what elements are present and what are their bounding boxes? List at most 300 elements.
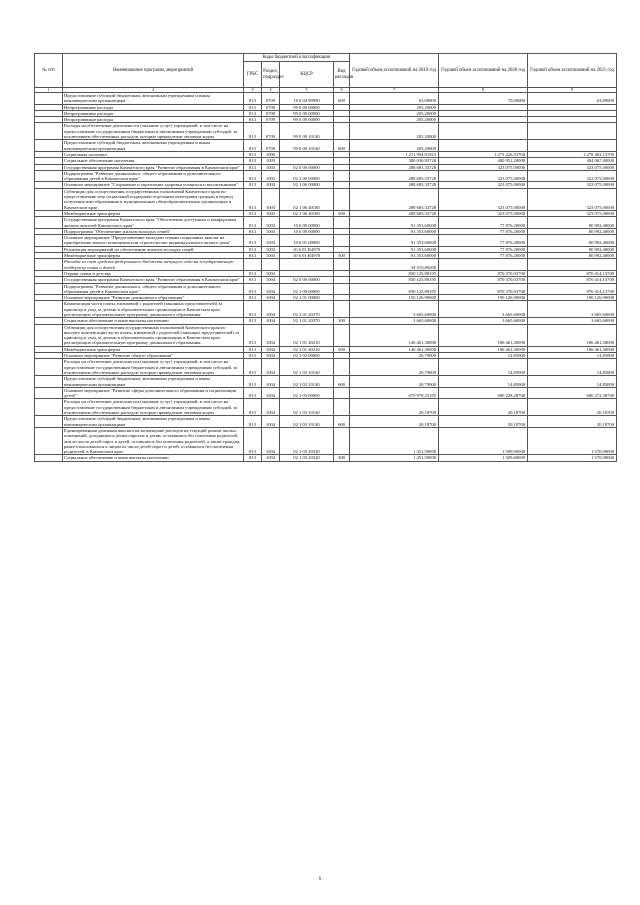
vr-cell: 600 <box>334 376 350 388</box>
grbs-cell: 813 <box>244 427 262 454</box>
name-cell: Единовременная денежная выплата на возмещение расходов на текущий ремонт жилых помещений, доходящихся детям-сиротам и детям, оставшимся без попечения родителей, лиц из числа детей-сирот и детей, оставшихся без попечения родителей, а также граждан, ранее относившихся к лицам из числа детей-сирот и детей, оставшихся без попечения родителей, в Камчатском крае <box>63 427 244 454</box>
razdel-cell: 1003 <box>262 188 280 210</box>
amount-2021-cell: 80 992,40000 <box>528 217 617 229</box>
amount-2020-cell: 14,85000 <box>439 359 528 376</box>
header-csr: КЦСР <box>280 62 334 88</box>
grbs-cell: 813 <box>244 235 262 247</box>
name-cell: Расходы на обеспечение деятельности (оказание услуг) учреждений, в том числе на предоставление государственным бюджетным и автономным учреждениям субсидий, за исключением обеспеченных расходов, которые принадлежат типовым кодам <box>63 123 244 140</box>
amount-2020-cell: 323 075,00000 <box>439 164 528 170</box>
num-cell <box>35 259 63 271</box>
vr-cell <box>334 387 350 399</box>
amount-2020-cell <box>439 140 528 152</box>
table-row <box>35 170 617 182</box>
name-cell: Основное мероприятие "Сохранение и укрепление здоровья учащихся и воспитанников" <box>63 182 244 188</box>
table-row <box>35 235 617 247</box>
name-cell: Подпрограмма "Развитие дошкольного, общего образования и дополнительного образования детей в Камчатском крае" <box>63 170 244 182</box>
num-cell <box>35 93 63 105</box>
amount-2019-cell: 830 125,88195 <box>350 283 439 295</box>
vr-cell: 600 <box>334 416 350 428</box>
amount-2021-cell: 80 992,40000 <box>528 228 617 234</box>
csr-cell: 02 1 02 00000 <box>280 353 334 359</box>
razdel-cell: 1004 <box>262 318 280 324</box>
csr-cell: 02 0 00 00000 <box>280 164 334 170</box>
razdel-cell: 1004 <box>262 270 280 276</box>
amount-2020-cell: 870 370,03700 <box>439 270 528 276</box>
amount-2021-cell: 323 075,00000 <box>528 170 617 182</box>
grbs-cell: 813 <box>244 123 262 140</box>
amount-2020-cell: 400 951,20000 <box>439 158 528 164</box>
csr-cell: 02 0 00 00000 <box>280 277 334 283</box>
name-cell: Предоставление субсидий бюджетным, автономным учреждениям и иным некоммерческим организациям <box>63 416 244 428</box>
name-cell: Субвенции для осуществления государственных полномочий Камчатского края по выплате компенсации части платы, взимаемой с родителей (законных представителей) за присмотр и уход за детьми в образовательных организациях в Камчатском крае, реализующих образовательную программу дошкольного образования <box>63 324 244 346</box>
grbs-cell <box>244 259 262 271</box>
razdel-cell: 1003 <box>262 253 280 259</box>
amount-2021-cell: 186 461,30000 <box>528 324 617 346</box>
vr-cell <box>334 283 350 295</box>
amount-2020-cell: 1 509,60000 <box>439 455 528 461</box>
vr-cell: 300 <box>334 318 350 324</box>
amount-2021-cell: 870 414,13700 <box>528 283 617 295</box>
csr-cell: 99 0 00 00000 <box>280 117 334 123</box>
amount-2021-cell: 20,18700 <box>528 399 617 416</box>
csr-cell: 02 1 00 00000 <box>280 283 334 295</box>
grbs-cell: 813 <box>244 318 262 324</box>
budget-table <box>34 53 617 462</box>
page-number: 6 <box>318 877 322 882</box>
amount-2020-cell: 77 876,20000 <box>439 217 528 229</box>
amount-2019-cell: 288 683,33728 <box>350 164 439 170</box>
num-cell <box>35 399 63 416</box>
grbs-cell: 813 <box>244 277 262 283</box>
amount-2019-cell: 146 461,30000 <box>350 346 439 352</box>
amount-2019-cell: 20,79000 <box>350 359 439 376</box>
amount-2020-cell: 1 509,60000 <box>439 427 528 454</box>
amount-2021-cell: 186 461,30000 <box>528 346 617 352</box>
index-cell: 6 <box>334 88 350 93</box>
index-cell: 2 <box>63 88 244 93</box>
csr-cell <box>280 259 334 271</box>
table-row <box>35 387 617 399</box>
table-row <box>35 259 617 271</box>
csr-cell: 02 1 06 00000 <box>280 182 334 188</box>
razdel-cell: 1004 <box>262 359 280 376</box>
razdel-cell: 1004 <box>262 283 280 295</box>
csr-cell: 02 1 01 40210 <box>280 324 334 346</box>
razdel-cell: 0709 <box>262 104 280 110</box>
csr-cell: 16 6 04 99990 <box>280 93 334 105</box>
num-cell <box>35 170 63 182</box>
name-cell: Предоставление субсидий бюджетным, автономным учреждениям и иным некоммерческим организациям <box>63 140 244 152</box>
amount-2021-cell: 1 278 463,13700 <box>528 151 617 157</box>
index-cell: 3 <box>244 88 262 93</box>
razdel-cell: 1004 <box>262 387 280 399</box>
amount-2020-cell: 870 370,03700 <box>439 283 528 295</box>
header-2020: Годовой объем ассигнований на 2020 год <box>439 54 528 88</box>
vr-cell: 500 <box>334 210 350 216</box>
grbs-cell: 813 <box>244 399 262 416</box>
razdel-cell: 1003 <box>262 164 280 170</box>
amount-2019-cell: 20,18700 <box>350 416 439 428</box>
vr-cell: 600 <box>334 93 350 105</box>
grbs-cell: 813 <box>244 188 262 210</box>
grbs-cell: 813 <box>244 283 262 295</box>
csr-cell: 99 0 00 00000 <box>280 104 334 110</box>
amount-2020-cell: 70,00000 <box>439 93 528 105</box>
amount-2019-cell: 288 683,33728 <box>350 210 439 216</box>
index-cell: 4 <box>262 88 280 93</box>
name-cell: Подпрограмма "Обеспечение жильем молодых семей" <box>63 228 244 234</box>
table-row <box>35 93 617 105</box>
num-cell <box>35 301 63 318</box>
razdel-cell: 0709 <box>262 93 280 105</box>
vr-cell: 500 <box>334 346 350 352</box>
amount-2021-cell <box>528 123 617 140</box>
vr-cell <box>334 427 350 454</box>
vr-cell: 600 <box>334 140 350 152</box>
razdel-cell: 0709 <box>262 123 280 140</box>
razdel-cell: 1004 <box>262 301 280 318</box>
name-cell: Расходы на обеспечение деятельности (оказание услуг) учреждений, в том числе на предоставление государственным бюджетным и автономным учреждениям субсидий, за исключением обеспеченных расходов, которые принадлежат типовым кодам <box>63 399 244 416</box>
amount-2021-cell <box>528 140 617 152</box>
table-row <box>35 455 617 461</box>
razdel-cell: 1003 <box>262 182 280 188</box>
grbs-cell: 813 <box>244 246 262 252</box>
amount-2021-cell: 323 075,00000 <box>528 188 617 210</box>
header-razdel: Раздел, подраздел <box>262 62 280 88</box>
amount-2019-cell: 288 683,33728 <box>350 170 439 182</box>
amount-2021-cell: 3 665,60000 <box>528 318 617 324</box>
amount-2021-cell: 80 992,40000 <box>528 246 617 252</box>
amount-2019-cell: 146 461,30000 <box>350 324 439 346</box>
header-2021: Годовой объем ассигнований на 2021 год <box>528 54 617 88</box>
razdel-cell: 1004 <box>262 376 280 388</box>
amount-2020-cell: 323 075,00000 <box>439 210 528 216</box>
csr-cell: 99 0 00 10140 <box>280 123 334 140</box>
name-cell: Государственная программа Камчатского края "Развитие образования в Камчатском крае" <box>63 277 244 283</box>
csr-cell: 02 1 02 10140 <box>280 359 334 376</box>
amount-2020-cell: 680 228,28700 <box>439 387 528 399</box>
grbs-cell: 813 <box>244 164 262 170</box>
num-cell <box>35 140 63 152</box>
csr-cell: 10 6 01 R4970 <box>280 246 334 252</box>
razdel-cell: 1003 <box>262 210 280 216</box>
amount-2021-cell: 20,18700 <box>528 416 617 428</box>
amount-2021-cell: 680 272,38700 <box>528 387 617 399</box>
grbs-cell: 813 <box>244 210 262 216</box>
amount-2020-cell: 323 075,00000 <box>439 188 528 210</box>
num-cell <box>35 376 63 388</box>
amount-2019-cell: 679 978,25195 <box>350 387 439 399</box>
csr-cell: 10 0 00 00000 <box>280 217 334 229</box>
amount-2019-cell: 54 510,80000 <box>350 259 439 271</box>
razdel-cell: 0709 <box>262 110 280 116</box>
num-cell <box>35 427 63 454</box>
amount-2020-cell: 3 665,60000 <box>439 318 528 324</box>
header-2019: Годовой объем ассигнований на 2019 год <box>350 54 439 88</box>
amount-2019-cell: 63,00000 <box>350 93 439 105</box>
grbs-cell: 813 <box>244 270 262 276</box>
amount-2019-cell: 91 353,60000 <box>350 235 439 247</box>
grbs-cell: 813 <box>244 295 262 301</box>
name-cell: Социальное обеспечение населения <box>63 158 244 164</box>
csr-cell: 02 1 01 40210 <box>280 346 334 352</box>
budget-table-page <box>34 53 616 462</box>
amount-2019-cell: 91 353,60000 <box>350 253 439 259</box>
amount-2020-cell <box>439 123 528 140</box>
csr-cell: 02 1 06 40180 <box>280 188 334 210</box>
csr-cell: 10 6 01 00000 <box>280 235 334 247</box>
table-row <box>35 416 617 428</box>
razdel-cell: 1004 <box>262 353 280 359</box>
vr-cell <box>334 259 350 271</box>
num-cell <box>35 387 63 399</box>
amount-2021-cell: 14,85000 <box>528 359 617 376</box>
amount-2021-cell: 80 992,40000 <box>528 235 617 247</box>
amount-2019-cell: 3 665,60000 <box>350 301 439 318</box>
table-row <box>35 301 617 318</box>
vr-cell <box>334 324 350 346</box>
csr-cell: 02 1 03 10140 <box>280 399 334 416</box>
razdel-cell: 1004 <box>262 416 280 428</box>
grbs-cell: 813 <box>244 376 262 388</box>
csr-cell: 02 1 02 10140 <box>280 376 334 388</box>
grbs-cell: 813 <box>244 416 262 428</box>
vr-cell: 500 <box>334 253 350 259</box>
csr-cell: 02 1 03 20320 <box>280 427 334 454</box>
amount-2019-cell: 205,20000 <box>350 110 439 116</box>
amount-2021-cell: 190 126,90000 <box>528 295 617 301</box>
grbs-cell: 813 <box>244 158 262 164</box>
razdel-cell: 1004 <box>262 427 280 454</box>
razdel-cell: 1004 <box>262 277 280 283</box>
csr-cell: 02 1 06 40180 <box>280 210 334 216</box>
grbs-cell: 813 <box>244 182 262 188</box>
table-row <box>35 123 617 140</box>
amount-2019-cell: 205,20000 <box>350 123 439 140</box>
csr-cell: 02 1 01 20370 <box>280 301 334 318</box>
razdel-cell: 1003 <box>262 158 280 164</box>
grbs-cell: 813 <box>244 117 262 123</box>
amount-2020-cell: 190 126,90000 <box>439 295 528 301</box>
header-codes-group: Коды бюджетной классификации <box>244 54 350 62</box>
amount-2020-cell: 870 370,03700 <box>439 277 528 283</box>
razdel-cell: 1003 <box>262 170 280 182</box>
razdel-cell: 1003 <box>262 235 280 247</box>
grbs-cell: 813 <box>244 324 262 346</box>
grbs-cell: 813 <box>244 104 262 110</box>
index-cell: 5 <box>280 88 334 93</box>
grbs-cell: 813 <box>244 140 262 152</box>
amount-2021-cell: 323 075,00000 <box>528 164 617 170</box>
vr-cell <box>334 359 350 376</box>
table-row <box>35 217 617 229</box>
amount-2019-cell: 3 665,60000 <box>350 318 439 324</box>
amount-2020-cell: 1 273 226,53700 <box>439 151 528 157</box>
name-cell: Социальное обеспечение и иные выплаты населению <box>63 318 244 324</box>
amount-2020-cell: 77 876,20000 <box>439 246 528 252</box>
grbs-cell: 813 <box>244 217 262 229</box>
amount-2019-cell: 205,20000 <box>350 140 439 152</box>
name-cell: Непрограммные расходы <box>63 117 244 123</box>
grbs-cell: 813 <box>244 455 262 461</box>
csr-cell: 10 6 00 00000 <box>280 228 334 234</box>
razdel-cell: 1004 <box>262 324 280 346</box>
amount-2021-cell: 3 665,60000 <box>528 301 617 318</box>
amount-2019-cell: 20,79000 <box>350 376 439 388</box>
table-row <box>35 283 617 295</box>
name-cell: Расходы за счет средств федерального бюджета текущего года на государственную поддержку семьи и детей <box>63 259 244 271</box>
razdel-cell: 1004 <box>262 295 280 301</box>
table-row <box>35 324 617 346</box>
amount-2019-cell: 1 451,50000 <box>350 455 439 461</box>
header-name: Наименование программ, мероприятий <box>63 54 244 88</box>
name-cell: Социальная политика <box>63 151 244 157</box>
amount-2019-cell: 830 125,88195 <box>350 270 439 276</box>
amount-2021-cell: 870 414,13700 <box>528 277 617 283</box>
razdel-cell: 1000 <box>262 151 280 157</box>
num-cell <box>35 188 63 210</box>
amount-2021-cell: 80 992,40000 <box>528 253 617 259</box>
vr-cell <box>334 170 350 182</box>
razdel-cell: 1003 <box>262 246 280 252</box>
vr-cell <box>334 188 350 210</box>
grbs-cell: 813 <box>244 301 262 318</box>
razdel-cell: 1003 <box>262 228 280 234</box>
grbs-cell: 813 <box>244 346 262 352</box>
num-cell <box>35 359 63 376</box>
index-cell: 7 <box>350 88 439 93</box>
amount-2020-cell: 3 665,60000 <box>439 301 528 318</box>
amount-2021-cell: 14,85000 <box>528 376 617 388</box>
amount-2021-cell: 323 075,00000 <box>528 210 617 216</box>
amount-2019-cell: 150 126,90000 <box>350 295 439 301</box>
header-num: № п/п <box>35 54 63 88</box>
name-cell: Межбюджетные трансферты <box>63 346 244 352</box>
amount-2019-cell: 380 036,93728 <box>350 158 439 164</box>
num-cell <box>35 324 63 346</box>
amount-2021-cell: 14,85000 <box>528 353 617 359</box>
amount-2021-cell: 63,00000 <box>528 93 617 105</box>
name-cell: Предоставление субсидий бюджетным, автономным учреждениям и иным некоммерческим организациям <box>63 93 244 105</box>
csr-cell: 99 0 00 10140 <box>280 140 334 152</box>
amount-2019-cell: 288 683,33728 <box>350 188 439 210</box>
razdel-cell: 1004 <box>262 455 280 461</box>
header-vr: Вид расходов <box>334 62 350 88</box>
index-cell: 9 <box>528 88 617 93</box>
name-cell: Межбюджетные трансферты <box>63 210 244 216</box>
amount-2020-cell: 14,85000 <box>439 353 528 359</box>
amount-2019-cell: 830 125,88195 <box>350 277 439 283</box>
name-cell: Субвенции для осуществления государственных полномочий Камчатского края по предоставлению мер социальной поддержки отдельным категориям граждан в период получения ими образования в муниципальных общеобразовательных организациях в Камчатском крае <box>63 188 244 210</box>
amount-2021-cell: 1 570,00000 <box>528 427 617 454</box>
amount-2019-cell: 20,79000 <box>350 353 439 359</box>
amount-2019-cell: 1 451,50000 <box>350 427 439 454</box>
csr-cell: 02 1 00 00000 <box>280 170 334 182</box>
amount-2019-cell: 91 353,60000 <box>350 217 439 229</box>
name-cell: Подпрограмма "Развитие дошкольного, общего образования и дополнительного образования детей в Камчатском крае" <box>63 283 244 295</box>
csr-cell: 99 0 00 00000 <box>280 110 334 116</box>
csr-cell: 02 1 01 20370 <box>280 318 334 324</box>
vr-cell <box>334 217 350 229</box>
index-cell: 1 <box>35 88 63 93</box>
amount-2020-cell <box>439 259 528 271</box>
num-cell <box>35 416 63 428</box>
grbs-cell: 813 <box>244 110 262 116</box>
table-row <box>35 140 617 152</box>
grbs-cell: 813 <box>244 253 262 259</box>
name-cell: Межбюджетные трансферты <box>63 253 244 259</box>
vr-cell <box>334 301 350 318</box>
amount-2021-cell <box>528 259 617 271</box>
num-cell <box>35 235 63 247</box>
name-cell: Основное мероприятие "Предоставление молодым семьям социальных выплат на приобретение жилого помещения или строительство индивидуального жилого дома" <box>63 235 244 247</box>
num-cell <box>35 217 63 229</box>
vr-cell: 300 <box>334 455 350 461</box>
amount-2020-cell: 77 876,20000 <box>439 228 528 234</box>
vr-cell <box>334 399 350 416</box>
name-cell: Расходы на обеспечение деятельности (оказание услуг) учреждений, в том числе на предоставление государственным бюджетным и автономным учреждениям субсидий, за исключением обеспеченных расходов, которые принадлежат типовым кодам <box>63 359 244 376</box>
grbs-cell: 813 <box>244 170 262 182</box>
name-cell: Основное мероприятие "Развитие общего образования" <box>63 353 244 359</box>
amount-2020-cell: 77 876,20000 <box>439 253 528 259</box>
amount-2019-cell: 20,18700 <box>350 399 439 416</box>
amount-2019-cell: 205,20000 <box>350 104 439 110</box>
csr-cell: 02 1 01 00000 <box>280 295 334 301</box>
amount-2019-cell: 1 211 994,81923 <box>350 151 439 157</box>
amount-2021-cell: 870 414,13700 <box>528 270 617 276</box>
amount-2020-cell: 323 075,00000 <box>439 182 528 188</box>
name-cell: Государственная программа Камчатского края "Обеспечение доступным и комфортным жильем жителей Камчатского края" <box>63 217 244 229</box>
table-row <box>35 399 617 416</box>
name-cell: Государственная программа Камчатского края "Развитие образования в Камчатском крае" <box>63 164 244 170</box>
table-row <box>35 359 617 376</box>
amount-2019-cell: 205,20000 <box>350 117 439 123</box>
name-cell: Основное мероприятие "Развитие дошкольного образования" <box>63 295 244 301</box>
amount-2020-cell: 186 461,30000 <box>439 346 528 352</box>
razdel-cell: 0709 <box>262 117 280 123</box>
name-cell: Непрограммные расходы <box>63 110 244 116</box>
amount-2021-cell: 1 570,00000 <box>528 455 617 461</box>
razdel-cell <box>262 259 280 271</box>
csr-cell: 02 1 03 10140 <box>280 416 334 428</box>
table-row <box>35 427 617 454</box>
grbs-cell: 813 <box>244 353 262 359</box>
grbs-cell: 813 <box>244 228 262 234</box>
num-cell <box>35 455 63 461</box>
grbs-cell: 813 <box>244 151 262 157</box>
name-cell: Непрограммные расходы <box>63 104 244 110</box>
table-row <box>35 376 617 388</box>
amount-2021-cell: 404 067,40000 <box>528 158 617 164</box>
amount-2019-cell: 91 353,60000 <box>350 228 439 234</box>
csr-cell: 10 6 01 R4970 <box>280 253 334 259</box>
table-row <box>35 188 617 210</box>
vr-cell <box>334 123 350 140</box>
name-cell: Реализация мероприятий по обеспечению жильем молодых семей <box>63 246 244 252</box>
csr-cell: 02 1 03 00000 <box>280 387 334 399</box>
amount-2020-cell: 186 461,30000 <box>439 324 528 346</box>
amount-2020-cell: 323 075,00000 <box>439 170 528 182</box>
num-cell <box>35 283 63 295</box>
amount-2020-cell: 14,85000 <box>439 376 528 388</box>
header-grbs: ГРБС <box>244 62 262 88</box>
amount-2019-cell: 288 683,33728 <box>350 182 439 188</box>
name-cell: Социальное обеспечение и иные выплаты населению <box>63 455 244 461</box>
index-cell: 8 <box>439 88 528 93</box>
amount-2020-cell: 77 876,20000 <box>439 235 528 247</box>
num-cell <box>35 123 63 140</box>
razdel-cell: 1003 <box>262 217 280 229</box>
